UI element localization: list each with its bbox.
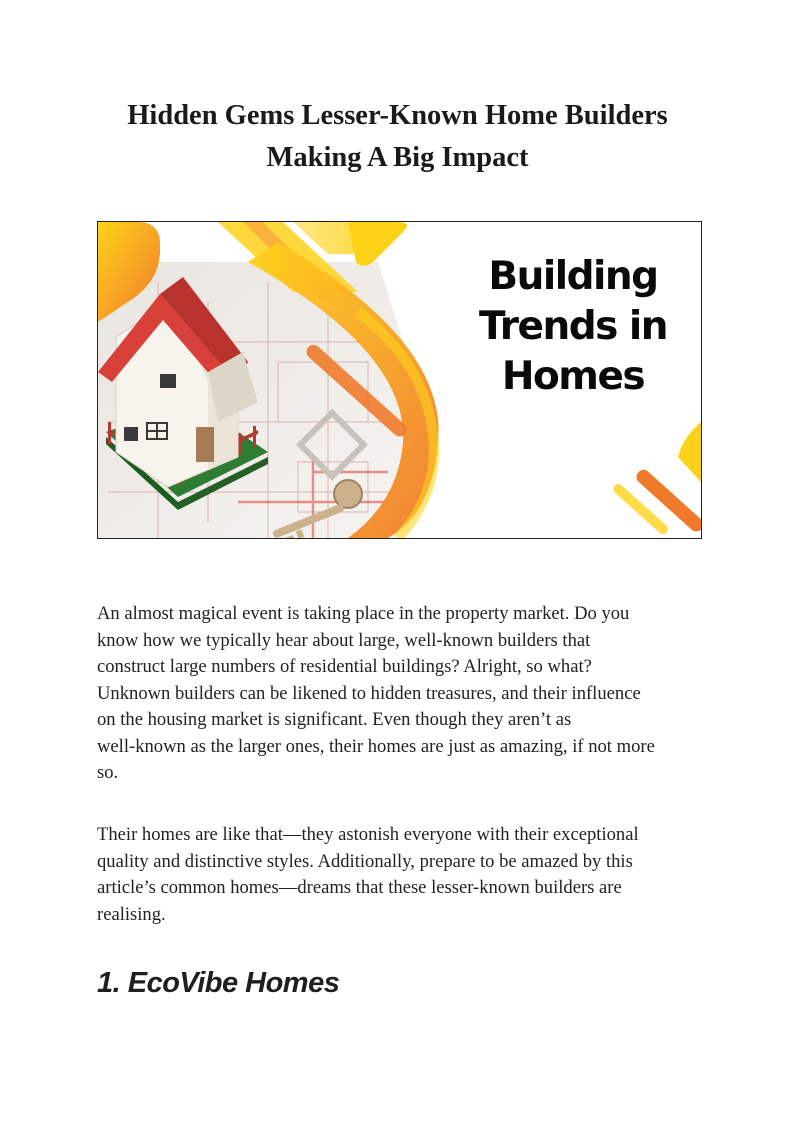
right-shape-yellow	[678, 422, 701, 482]
paragraph-line: quality and distinctive styles. Additionally, prepare to be amazed by this	[97, 850, 633, 872]
paragraph-line: construct large numbers of residential buildings? Alright, so what?	[97, 656, 592, 677]
paragraph-line: Unknown builders can be likened to hidden treasures, and their influence	[97, 682, 641, 704]
hero-image	[97, 221, 702, 539]
title-line: Hidden Gems Lesser-Known Home Builders	[127, 100, 668, 131]
paragraph-line: Their homes are like that—they astonish everyone with their exceptional	[97, 824, 639, 845]
paragraph-line: An almost magical event is taking place in the property market. Do you	[97, 603, 630, 624]
paragraph-line: article’s common homes—dreams that these lesser-known builders are	[97, 877, 622, 898]
hero-heading-line: Building	[488, 254, 658, 299]
paragraph-line: realising.	[97, 903, 166, 925]
paragraph-line: so.	[97, 762, 119, 783]
article-title	[60, 95, 735, 179]
second-paragraph	[97, 822, 707, 928]
paragraph-line: on the housing market is significant. Even though they aren’t as	[97, 709, 572, 730]
hero-heading-line: Trends in	[478, 304, 668, 349]
right-stripe-orange	[634, 467, 701, 534]
hero-heading	[478, 252, 668, 402]
title-line: Making A Big Impact	[266, 142, 529, 173]
intro-paragraph	[97, 601, 707, 787]
section-heading: 1. EcoVibe Homes	[97, 967, 340, 999]
hero-heading-line: Homes	[501, 354, 645, 399]
paragraph-line: know how we typically hear about large, well-known builders that	[97, 629, 591, 651]
paragraph-line: well-known as the larger ones, their homes are just as amazing, if not more	[97, 735, 655, 757]
